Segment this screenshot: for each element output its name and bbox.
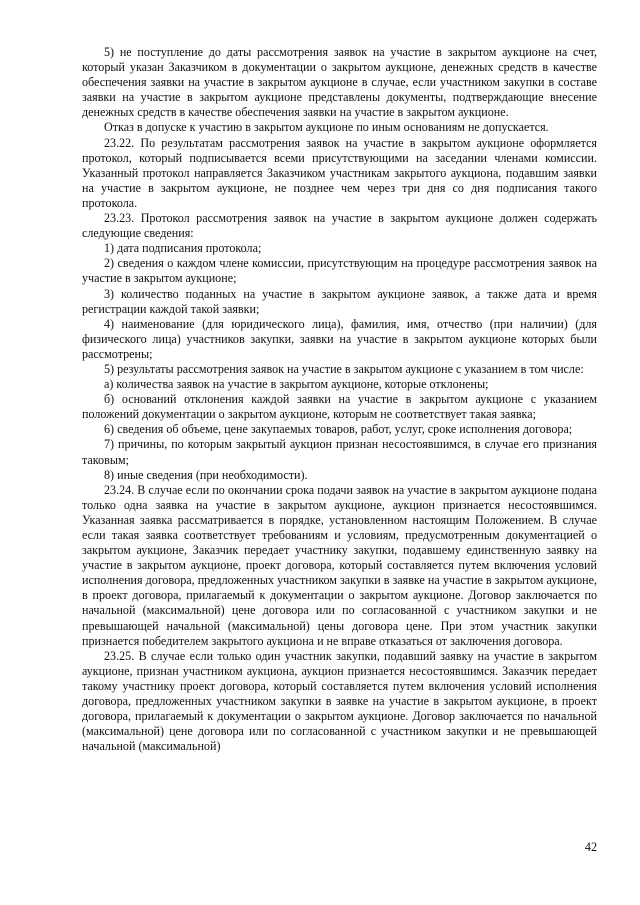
list-item: 4) наименование (для юридического лица), фамилия, имя, отчество (при наличии) (для физического лица) участников закупки, заявки на участие в закрытом аукционе которых были рассмотрены; <box>82 316 597 361</box>
paragraph: 23.25. В случае если только один участник закупки, подавший заявку на участие в закрытом аукционе, признан участником аукциона, аукцион признается несостоявшимся. Заказчик передает такому участнику проект договора, который составляется путем включения условий исполнения договора, предложенных участником закупки в заявке на участие в закрытом аукционе, в проект договора, прилагаемый к документации о закрытом аукционе. Договор заключается по начальной (максимальной) цене договора или по согласованной с участником закупки и не превышающей начальной (максимальной) <box>82 648 597 754</box>
list-item: б) оснований отклонения каждой заявки на участие в закрытом аукционе с указанием положений документации о закрытом аукционе, которым не соответствует такая заявка; <box>82 392 597 422</box>
list-item: 6) сведения об объеме, цене закупаемых товаров, работ, услуг, сроке исполнения договора; <box>104 422 573 437</box>
paragraph: 23.23. Протокол рассмотрения заявок на участие в закрытом аукционе должен содержать следующие сведения: <box>82 211 597 241</box>
paragraph: 23.24. В случае если по окончании срока подачи заявок на участие в закрытом аукционе подана только одна заявка на участие в закрытом аукционе, аукцион признается несостоявшимся. Указанная заявка рассматривается в порядке, установленном настоящим Положением. В случае если такая заявка соответствует требованиям и условиям, предусмотренным документацией о закрытом аукционе, Заказчик передает участнику закупки, подавшему единственную заявку на участие в закрытом аукционе, проект договора, который составляется путем включения условий исполнения договора, предложенных участником закупки в заявке на участие в закрытом аукционе, в проект договора, прилагаемый к документации о закрытом аукционе. Договор заключается по начальной (максимальной) цене договора или по согласованной с участником закупки и не превышающей начальной (максимальной) цены договора цене. При этом участник закупки признается победителем закрытого аукциона и не вправе отказаться от заключения договора. <box>82 482 597 648</box>
list-item: 1) дата подписания протокола; <box>104 241 262 256</box>
list-item: 7) причины, по которым закрытый аукцион признан несостоявшимся, в случае его признания таковым; <box>82 437 597 467</box>
page-number: 42 <box>584 840 597 854</box>
list-item: 2) сведения о каждом члене комиссии, присутствующим на процедуре рассмотрения заявок на участие в закрытом аукционе; <box>82 256 597 286</box>
list-item: а) количества заявок на участие в закрытом аукционе, которые отклонены; <box>104 377 489 392</box>
list-item: 3) количество поданных на участие в закрытом аукционе заявок, а также дата и время регистрации каждой такой заявки; <box>82 286 597 316</box>
paragraph: Отказ в допуске к участию в закрытом аукционе по иным основаниям не допускается. <box>104 120 549 135</box>
paragraph: 23.22. По результатам рассмотрения заявок на участие в закрытом аукционе оформляется протокол, который подписывается всеми присутствующими на заседании членами комиссии. Указанный протокол направляется Заказчиком участникам закрытого аукциона, подавшим заявки на участие в закрытом аукционе, не позднее чем через три дня со дня подписания такого протокола. <box>82 135 597 210</box>
list-item: 5) результаты рассмотрения заявок на участие в закрытом аукционе с указанием в том числе: <box>104 361 584 376</box>
body-text <box>82 45 597 754</box>
paragraph: 5) не поступление до даты рассмотрения заявок на участие в закрытом аукционе на счет, который указан Заказчиком в документации о закрытом аукционе, денежных средств в качестве обеспечения заявки на участие в закрытом аукционе в случае, если участником закупки в составе заявки на участие в закрытом аукционе представлены документы, подтверждающие внесение денежных средств в качестве обеспечения заявки на участие в закрытом аукционе. <box>82 45 597 120</box>
list-item: 8) иные сведения (при необходимости). <box>104 467 308 482</box>
